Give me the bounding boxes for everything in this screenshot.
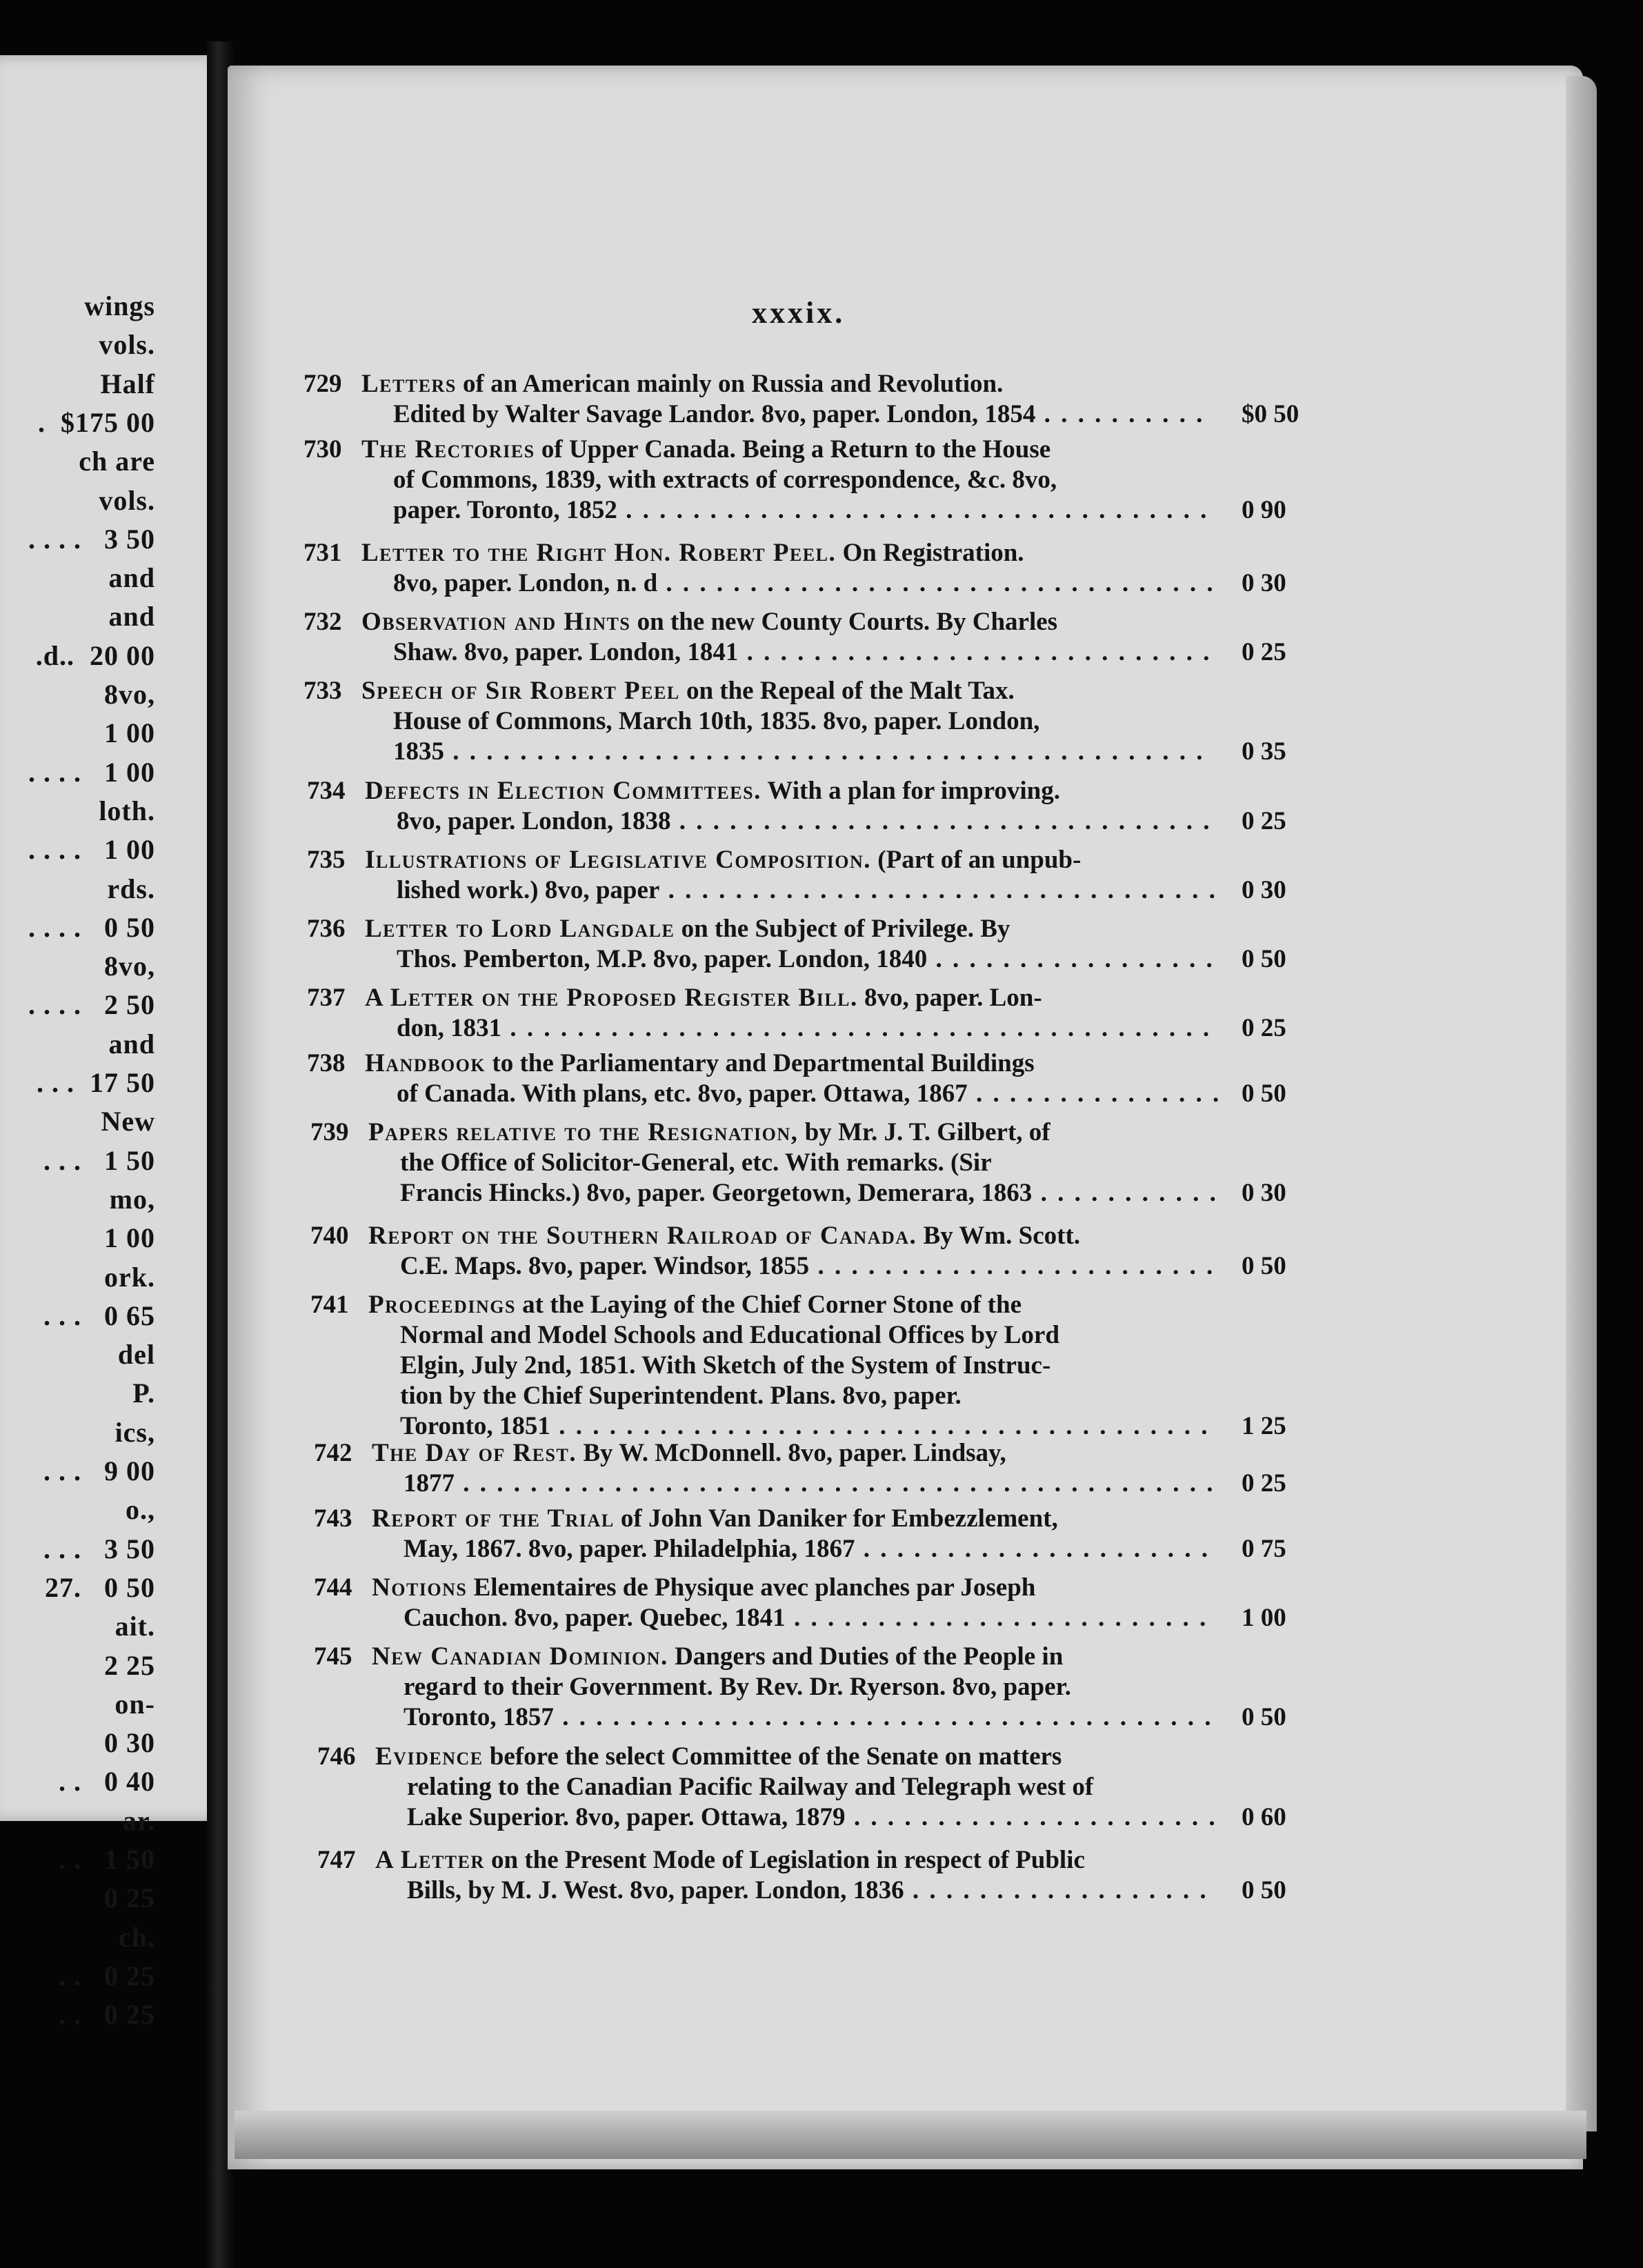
left-fragment-line: . . . . 0 50 <box>28 911 155 943</box>
entry-line <box>372 1504 1058 1534</box>
leader-dots: . . . . . . . . . . . . . . . . . . <box>904 1876 1208 1904</box>
leader-dots: . . . . . . . . . . . <box>1032 1179 1218 1207</box>
entry-line <box>365 983 1042 1013</box>
entry-line <box>361 369 1003 399</box>
entry-number: 745 <box>314 1642 352 1671</box>
entry-number: 741 <box>310 1291 349 1319</box>
left-fragment-line: 1 00 <box>104 1222 155 1254</box>
entry-line <box>404 1702 1213 1733</box>
entry-price: $0 50 <box>1242 400 1300 428</box>
left-fragment-line: . . 0 40 <box>59 1766 155 1798</box>
left-fragment-line: on- <box>114 1688 155 1720</box>
left-fragment-line: loth. <box>99 795 155 826</box>
leader-dots: . . . . . . . . . . <box>1035 400 1205 428</box>
entry-text: Elementaires de Physique avec planches par Joseph <box>467 1573 1036 1602</box>
entry-line <box>361 607 1057 637</box>
left-fragment-line: . . . 17 50 <box>37 1067 155 1098</box>
entry-line <box>365 845 1081 875</box>
left-fragment-line: New <box>101 1106 155 1137</box>
left-fragment-line: . . . 9 00 <box>43 1455 155 1486</box>
entry-price: 1 00 <box>1242 1604 1286 1632</box>
entry-line <box>400 1411 1209 1442</box>
left-fragment-line: . . 0 25 <box>59 1960 155 1991</box>
entry-number: 737 <box>307 984 346 1012</box>
entry-line <box>393 495 1208 526</box>
page-bottom-shadow <box>235 2111 1586 2159</box>
entry-price: 0 25 <box>1242 807 1286 835</box>
entry-line <box>375 1845 1085 1876</box>
entry-text: Toronto, 1857 <box>404 1703 554 1731</box>
entry-text: lished work.) 8vo, paper <box>397 876 660 904</box>
entry-number: 735 <box>307 846 346 874</box>
entry-text: at the Laying of the Chief Corner Stone of the <box>515 1291 1022 1319</box>
entry-line <box>372 1573 1035 1603</box>
leader-dots: . . . . . . . . . . . . . . . <box>967 1080 1222 1108</box>
entry-text: Elgin, July 2nd, 1851. With Sketch of the System of Instruc- <box>400 1351 1051 1380</box>
entry-line <box>361 538 1024 568</box>
entry-text: 8vo, paper. Lon- <box>857 984 1042 1012</box>
entry-line <box>397 806 1212 837</box>
leader-dots: . . . . . . . . . . . . . . . . . . . . . <box>855 1535 1210 1563</box>
entry-line <box>404 1534 1210 1564</box>
entry-text: 8vo, paper. London, n. d <box>393 569 658 597</box>
left-fragment-line: . . . . 1 00 <box>28 756 155 788</box>
entry-text: By W. McDonnell. 8vo, paper. Lindsay, <box>577 1439 1006 1467</box>
leader-dots: . . . . . . . . . . . . . . . . . . . . . . . . . . . . . . . . <box>670 807 1212 835</box>
entry-text: Thos. Pemberton, M.P. 8vo, paper. London, 1840 <box>397 945 928 973</box>
entry-number: 732 <box>303 608 342 636</box>
entry-text: (Part of an unpub- <box>871 846 1082 874</box>
entry-title: Proceedings <box>368 1291 516 1319</box>
entry-title: Letter to the Right Hon. Robert Peel. <box>361 539 837 567</box>
entry-line <box>404 1672 1071 1702</box>
entry-number: 740 <box>310 1222 349 1250</box>
entry-text: With a plan for improving. <box>761 777 1060 805</box>
entry-text: of Commons, 1839, with extracts of correspondence, &c. 8vo, <box>393 466 1057 494</box>
left-fragment-line: . . . . 1 00 <box>28 834 155 866</box>
leader-dots: . . . . . . . . . . . . . . . . . . . . . . . . . . . . <box>738 638 1212 666</box>
entry-price: 0 60 <box>1242 1803 1286 1831</box>
left-fragment-line: rds. <box>107 873 155 904</box>
entry-number: 736 <box>307 915 346 943</box>
entry-text: tion by the Chief Superintendent. Plans. 8vo, paper. <box>400 1382 962 1410</box>
left-fragment-line: ics, <box>114 1416 155 1448</box>
left-fragment-line: vols. <box>99 329 155 361</box>
leader-dots: . . . . . . . . . . . . . . . . . . . . . . . . . . . . . . . . . . . . . . . <box>550 1412 1210 1440</box>
page-edge <box>1566 76 1597 2131</box>
entry-text: Normal and Model Schools and Educational Offices by Lord <box>400 1321 1059 1349</box>
entry-text: on the Present Mode of Legislation in respect of Public <box>484 1846 1085 1874</box>
entry-line <box>397 1013 1211 1044</box>
entry-line <box>368 1290 1022 1320</box>
entry-price: 1 25 <box>1242 1412 1286 1440</box>
leader-dots: . . . . . . . . . . . . . . . . . . . . . . . . . . . . . . . . . . . <box>617 496 1209 524</box>
entry-line <box>393 637 1211 668</box>
entry-title: The Day of Rest. <box>372 1439 577 1467</box>
entry-price: 0 25 <box>1242 1014 1286 1042</box>
left-fragment-line: o., <box>126 1494 155 1526</box>
entry-title: Report of the Trial <box>372 1504 615 1533</box>
entry-title: A Letter <box>375 1846 485 1874</box>
leader-dots: . . . . . . . . . . . . . . . . . . . . . . . . . . . . . . . . . <box>657 569 1215 597</box>
entry-text: 1877 <box>404 1469 455 1498</box>
left-fragment-line: 27. 0 50 <box>45 1571 155 1603</box>
left-fragment-line: and <box>108 562 155 594</box>
entry-number: 743 <box>314 1504 352 1533</box>
entry-line <box>397 944 1215 975</box>
leader-dots: . . . . . . . . . . . . . . . . . . . . . . . . . . . . . . . . . . . . . . . <box>553 1703 1213 1731</box>
entry-line <box>397 875 1217 906</box>
entry-text: don, 1831 <box>397 1014 502 1042</box>
entry-price: 0 50 <box>1242 945 1286 973</box>
left-fragment-line: ork. <box>104 1261 155 1293</box>
left-fragment-line: wings <box>84 290 155 321</box>
entry-text: Lake Superior. 8vo, paper. Ottawa, 1879 <box>407 1803 846 1831</box>
entry-line <box>407 1772 1093 1802</box>
entry-line <box>368 1221 1080 1251</box>
entry-price: 0 50 <box>1242 1252 1286 1280</box>
entry-number: 734 <box>307 777 346 805</box>
entry-text: May, 1867. 8vo, paper. Philadelphia, 1867 <box>404 1535 855 1563</box>
entry-price: 0 35 <box>1242 737 1286 766</box>
page-number: xxxix. <box>752 296 846 330</box>
entry-text: C.E. Maps. 8vo, paper. Windsor, 1855 <box>400 1252 810 1280</box>
entry-text: Shaw. 8vo, paper. London, 1841 <box>393 638 739 666</box>
entry-price: 0 50 <box>1242 1080 1286 1108</box>
entry-title: The Rectories <box>361 435 535 464</box>
left-fragment-line: . . 1 50 <box>59 1844 155 1875</box>
entry-text: of Canada. With plans, etc. 8vo, paper. Ottawa, 1867 <box>397 1080 968 1108</box>
entry-title: Notions <box>372 1573 468 1602</box>
entry-title: Speech of Sir Robert Peel <box>361 677 680 705</box>
left-fragment-line: .d.. 20 00 <box>35 639 155 671</box>
entry-line <box>361 676 1015 706</box>
entry-number: 733 <box>303 677 342 705</box>
entry-title: Illustrations of Legislative Composition. <box>365 846 872 874</box>
entry-line <box>361 435 1050 465</box>
entry-text: Bills, by M. J. West. 8vo, paper. London, 1836 <box>407 1876 904 1904</box>
entry-price: 0 25 <box>1242 1469 1286 1498</box>
left-fragment-line: 1 00 <box>104 717 155 749</box>
entry-line <box>365 1048 1035 1079</box>
left-fragment-line: . $175 00 <box>38 406 155 438</box>
entry-line <box>393 737 1205 767</box>
leader-dots: . . . . . . . . . . . . . . . . . . . . . . . . . <box>785 1604 1208 1632</box>
entry-title: Evidence <box>375 1742 484 1771</box>
left-fragment-line: and <box>108 1028 155 1060</box>
entry-price: 0 30 <box>1242 1179 1286 1207</box>
entry-text: Cauchon. 8vo, paper. Quebec, 1841 <box>404 1604 786 1632</box>
leader-dots: . . . . . . . . . . . . . . . . . . . . . . . . . . . . . . . . . . . . . . . . . . . . . <box>444 737 1205 766</box>
entry-price: 0 90 <box>1242 496 1286 524</box>
entry-line <box>375 1742 1062 1772</box>
left-fragment-line: mo, <box>109 1183 155 1215</box>
entry-text: regard to their Government. By Rev. Dr. Ryerson. 8vo, paper. <box>404 1673 1071 1701</box>
entry-line <box>393 465 1057 495</box>
left-fragment-line: P. <box>132 1377 155 1409</box>
entry-text: relating to the Canadian Pacific Railway and Telegraph west of <box>407 1773 1094 1801</box>
entry-title: Letter to Lord Langdale <box>365 915 675 943</box>
entry-number: 731 <box>303 539 342 567</box>
entry-line <box>400 1320 1059 1351</box>
entry-text: paper. Toronto, 1852 <box>393 496 617 524</box>
entry-number: 746 <box>317 1742 356 1771</box>
left-fragment-line: . . . . 3 50 <box>28 523 155 555</box>
entry-price: 0 25 <box>1242 638 1286 666</box>
left-fragment-line: 8vo, <box>104 951 155 982</box>
entry-number: 729 <box>303 370 342 398</box>
entry-text: on the Subject of Privilege. By <box>675 915 1010 943</box>
entry-price: 0 30 <box>1242 569 1286 597</box>
entry-text: the Office of Solicitor-General, etc. With remarks. (Sir <box>400 1148 992 1177</box>
left-fragment-line: . . . . 2 50 <box>28 989 155 1021</box>
entry-text: of Upper Canada. Being a Return to the House <box>535 435 1051 464</box>
leader-dots: . . . . . . . . . . . . . . . . . . . . . . . . . . . . . . . . . <box>659 876 1217 904</box>
leader-dots: . . . . . . . . . . . . . . . . . <box>927 945 1215 973</box>
entry-price: 0 50 <box>1242 1703 1286 1731</box>
entry-number: 747 <box>317 1846 356 1874</box>
entry-number: 744 <box>314 1573 352 1602</box>
left-fragment-line: vols. <box>99 484 155 516</box>
entry-price: 0 30 <box>1242 876 1286 904</box>
entry-number: 739 <box>310 1118 349 1146</box>
entry-number: 738 <box>307 1049 346 1077</box>
entry-text: By Wm. Scott. <box>917 1222 1081 1250</box>
left-fragment-line: 0 25 <box>104 1882 155 1914</box>
entry-text: to the Parliamentary and Departmental Buildings <box>486 1049 1035 1077</box>
left-fragment-line: 8vo, <box>104 679 155 710</box>
entry-title: Observation and Hints <box>361 608 631 636</box>
left-fragment-line: ch. <box>119 1921 155 1953</box>
leader-dots: . . . . . . . . . . . . . . . . . . . . . . . . . . . . . . . . . . . . . . . . . . <box>501 1014 1212 1042</box>
entry-line <box>365 776 1060 806</box>
entry-text: by Mr. J. T. Gilbert, of <box>798 1118 1050 1146</box>
left-fragment-line: . . . 1 50 <box>43 1144 155 1176</box>
entry-line <box>368 1117 1050 1148</box>
left-fragment-line: . . . 0 65 <box>43 1300 155 1331</box>
entry-line <box>400 1381 962 1411</box>
entry-text: House of Commons, March 10th, 1835. 8vo, paper. London, <box>393 707 1040 735</box>
entry-title: New Canadian Dominion. <box>372 1642 668 1671</box>
left-fragment-line: . . 0 25 <box>59 1999 155 2031</box>
entry-text: on the Repeal of the Malt Tax. <box>679 677 1015 705</box>
entry-title: A Letter on the Proposed Register Bill. <box>365 984 858 1012</box>
left-fragment-line: ch are <box>79 446 155 477</box>
entry-text: 1835 <box>393 737 444 766</box>
entry-line <box>372 1438 1006 1469</box>
entry-text: Edited by Walter Savage Landor. 8vo, paper. London, 1854 <box>393 400 1036 428</box>
left-fragment-line: 2 25 <box>104 1649 155 1681</box>
entry-text: Francis Hincks.) 8vo, paper. Georgetown, Demerara, 1863 <box>400 1179 1033 1207</box>
entry-line <box>393 399 1204 430</box>
entry-line <box>397 1079 1221 1109</box>
leader-dots: . . . . . . . . . . . . . . . . . . . . . . . . . . . . . . . . . . . . . . . . . . . . . <box>455 1469 1215 1498</box>
entry-text: of John Van Daniker for Embezzlement, <box>614 1504 1058 1533</box>
entry-line <box>400 1148 992 1178</box>
entry-text: Dangers and Duties of the People in <box>668 1642 1064 1671</box>
leader-dots: . . . . . . . . . . . . . . . . . . . . . . <box>845 1803 1217 1831</box>
entry-line <box>393 706 1039 737</box>
entry-price: 0 50 <box>1242 1876 1286 1904</box>
entry-line <box>404 1603 1208 1633</box>
left-fragment-line: ait. <box>114 1611 155 1642</box>
entry-text: before the select Committee of the Senate on matters <box>483 1742 1062 1771</box>
left-fragment-line: 0 30 <box>104 1727 155 1759</box>
leader-dots: . . . . . . . . . . . . . . . . . . . . . . . . <box>809 1252 1215 1280</box>
entry-line <box>372 1642 1063 1672</box>
entry-price: 0 75 <box>1242 1535 1286 1563</box>
entry-title: Handbook <box>365 1049 486 1077</box>
entry-line <box>407 1876 1208 1906</box>
entry-title: Papers relative to the Resignation, <box>368 1118 799 1146</box>
entry-line <box>407 1802 1217 1833</box>
entry-number: 742 <box>314 1439 352 1467</box>
entry-title: Defects in Election Committees. <box>365 777 761 805</box>
left-fragment-line: and <box>108 601 155 633</box>
entry-line <box>365 914 1010 944</box>
entry-text: Toronto, 1851 <box>400 1412 550 1440</box>
entry-title: Report on the Southern Railroad of Canada. <box>368 1222 917 1250</box>
entry-line <box>400 1351 1050 1381</box>
entry-number: 730 <box>303 435 342 464</box>
entry-line <box>400 1251 1215 1282</box>
entry-text: 8vo, paper. London, 1838 <box>397 807 671 835</box>
left-fragment-line: ar. <box>122 1804 155 1836</box>
entry-line <box>404 1469 1215 1499</box>
entry-line <box>393 568 1215 599</box>
entry-text: On Registration. <box>836 539 1024 567</box>
entry-line <box>400 1178 1218 1208</box>
left-fragment-line: del <box>117 1339 155 1371</box>
left-fragment-line: . . . 3 50 <box>43 1533 155 1564</box>
left-fragment-line: Half <box>100 368 155 399</box>
entry-text: of an American mainly on Russia and Revolution. <box>456 370 1004 398</box>
entry-text: on the new County Courts. By Charles <box>630 608 1058 636</box>
entry-title: Letters <box>361 370 457 398</box>
